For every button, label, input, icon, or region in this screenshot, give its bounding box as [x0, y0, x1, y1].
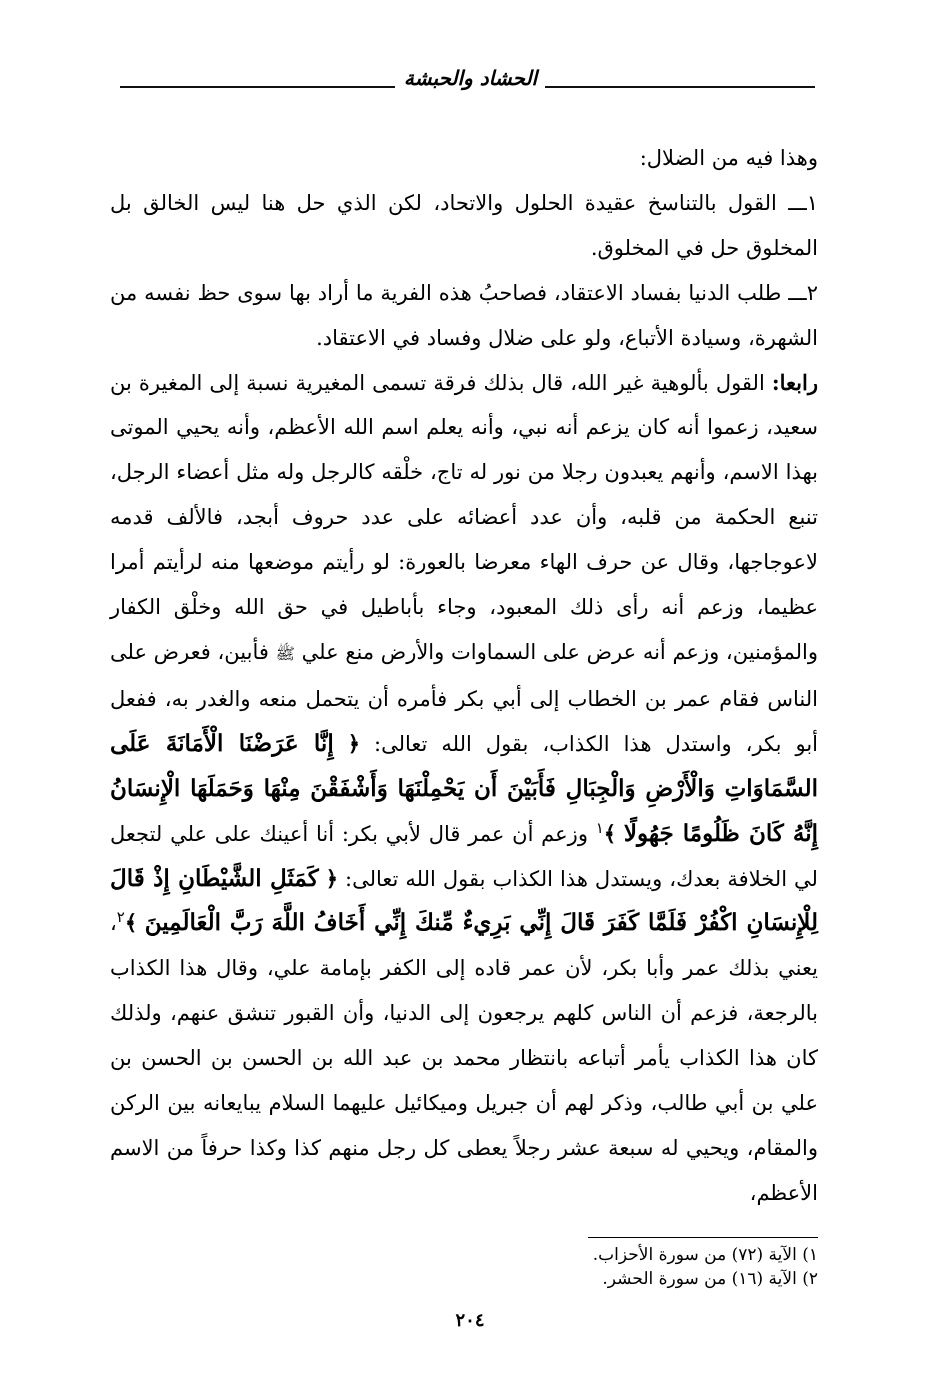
footnotes	[420, 1243, 818, 1291]
running-header-title: الحشاد والحبشة	[403, 66, 538, 90]
footnote-ref-2: ٢	[116, 908, 125, 927]
quran-verse-1: إِنَّا عَرَضْنَا الْأَمَانَةَ عَلَى السَّمَاوَاتِ وَالْأَرْضِ وَالْجِبَالِ فَأَبَيْنَ أَن يَحْمِلْنَهَا وَأَشْفَقْنَ مِنْهَا وَحَمَلَهَا الْإِنسَانُ إِنَّهُ كَانَ ظَلُومًا جَهُولًا	[110, 729, 818, 847]
paragraph-fourth	[110, 361, 818, 1216]
main-text	[110, 136, 818, 1216]
text-segment-4: ، يعني بذلك عمر وأبا بكر، لأن عمر قاده إلى الكفر بإمامة علي، وقال هذا الكذاب بالرجعة، فزعم أن الناس كلهم يرجعون إلى الدنيا، وأن القبور تنشق عنهم، ولذلك كان هذا الكذاب يأمر أتباعه بانتظار محمد بن عبد الله بن الحسن بن الحسن بن علي بن أبي طالب، وذكر لهم أن جبريل وميكائيل عليهما السلام يبايعانه بين الركن والمقام، ويحيي له سبعة عشر رجلاً يعطى كل رجل منهم كذا وكذا حرفاً من الاسم الأعظم،	[110, 911, 818, 1205]
paragraph-point-2: ٢ـــ طلب الدنيا بفساد الاعتقاد، فصاحبُ هذه الفرية ما أراد بها سوى حظ نفسه من الشهرة، وسيادة الأتباع، ولو على ضلال وفساد في الاعتقاد.	[110, 280, 818, 350]
header-rule-left	[120, 86, 395, 88]
quran-bracket-close-2: ﴾	[124, 910, 138, 936]
header-rule-right	[545, 86, 815, 88]
text-segment-3: وزعم أن عمر قال لأبي بكر: أنا أعينك على علي لتجعل لي الخلافة بعدك، ويستدل هذا الكذاب بقول الله تعالى:	[110, 821, 818, 891]
page-number: ٢٠٤	[455, 1310, 485, 1331]
lead-word: رابعا:	[771, 369, 818, 395]
footnote-separator	[588, 1237, 818, 1238]
paragraph-intro: وهذا فيه من الضلال:	[639, 146, 818, 170]
footnote-ref-1: ١	[595, 818, 604, 837]
footnote-1: ١) الآية (٧٢) من سورة الأحزاب.	[592, 1245, 818, 1265]
quran-bracket-close: ﴾	[603, 820, 617, 846]
salawat-symbol: ﷺ	[275, 643, 295, 663]
quran-bracket-open: ﴿	[347, 730, 361, 756]
paragraph-point-1: ١ـــ القول بالتناسخ عقيدة الحلول والاتحاد، لكن الذي حل هنا ليس الخالق بل المخلوق حل في المخلوق.	[110, 190, 818, 260]
text-segment-2: فأبين، فعرض على الناس فقام عمر بن الخطاب إلى أبي بكر فأمره أن يتحمل منعه والغدر به، ففعل أبو بكر، واستدل هذا الكذاب، بقول الله تعالى:	[110, 639, 819, 756]
footnote-2: ٢) الآية (١٦) من سورة الحشر.	[602, 1269, 818, 1289]
text-segment-1: القول بألوهية غير الله، قال بذلك فرقة تسمى المغيرية نسبة إلى المغيرة بن سعيد، زعموا أنه كان يزعم أنه نبي، وأنه يعلم اسم الله الأعظم، وأنه يحيي الموتى بهذا الاسم، وأنهم يعبدون رجلا من نور له تاج، خلْقه كالرجل وله مثل أعضاء الرجل، تنبع الحكمة من قلبه، وأن عدد أعضائه على عدد حروف أبجد، فالألف قدمه لاعوجاجها، وقال عن حرف الهاء معرضا بالعورة: لو رأيتم موضعها منه لرأيتم أمرا عظيما، وزعم أنه رأى ذلك المعبود، وجاء بأباطيل في حق الله وخلْق الكفار والمؤمنين، وزعم أنه عرض على السماوات والأرض منع علي	[110, 370, 818, 664]
quran-bracket-open-2: ﴿	[325, 865, 338, 891]
quran-verse-2: كَمَثَلِ الشَّيْطَانِ إِذْ قَالَ لِلْإِنسَانِ اكْفُرْ فَلَمَّا كَفَرَ قَالَ إِنِّي بَرِيءٌ مِّنكَ إِنِّي أَخَافُ اللَّهَ رَبَّ الْعَالَمِينَ	[110, 864, 818, 937]
